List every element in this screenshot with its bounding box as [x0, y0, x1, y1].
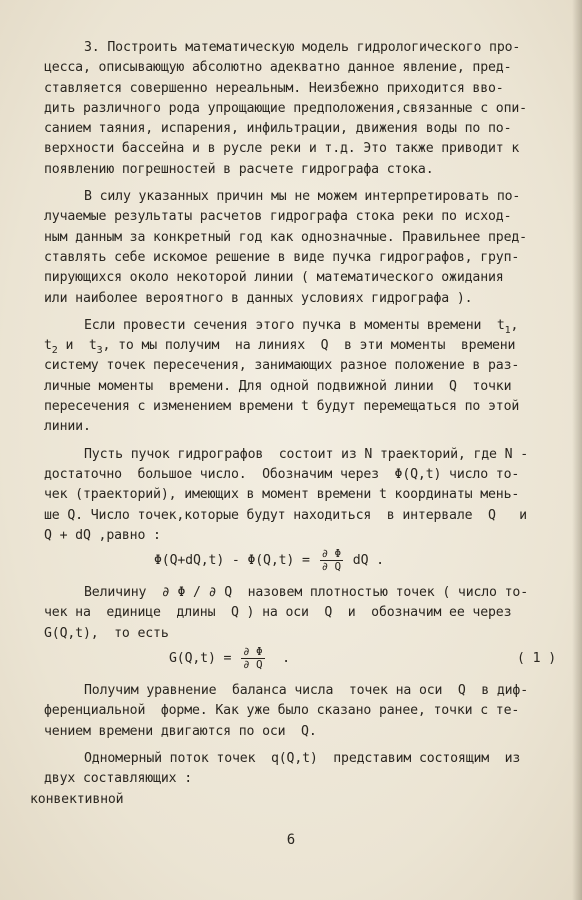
text-line: ным данным за конкретный год как однозначные. Правильнее пред-	[44, 229, 527, 245]
text-line: G(Q,t), то есть	[44, 625, 169, 641]
text-line: дить различного рода упрощающие предположения,связанные с опи-	[44, 100, 527, 116]
equation-density-difference: Φ(Q+dQ,t) - Φ(Q,t) = $\frac{\partial \Phi}{\partial Q}$ dQ .	[154, 546, 384, 573]
text-line: ставляется совершенно нереальным. Неизбежно приходится вво-	[44, 80, 504, 96]
text-line: Если провести сечения этого пучка в моменты времени $t_1$,	[84, 317, 519, 336]
text-line: Пусть пучок гидрографов состоит из N траекторий, где N -	[84, 446, 529, 462]
text-line: Получим уравнение баланса числа точек на оси Q в диф-	[84, 683, 529, 699]
text-line: двух составляющих :	[44, 771, 193, 787]
text-line: чением времени двигаются по оси Q.	[44, 723, 317, 739]
text-line: чек на единице длины Q ) на оси Q и обозначим ее через	[44, 605, 512, 621]
fraction: $\frac{\partial \Phi}{\partial Q}$	[243, 644, 263, 671]
text-line: 3. Построить математическую модель гидрологического про-	[84, 40, 521, 55]
text-line: Q + dQ ,равно :	[44, 527, 161, 543]
text-line: лучаемые результаты расчетов гидрографа стока реки по исход-	[44, 209, 512, 225]
page-number: 6	[286, 832, 296, 848]
fraction: $\frac{\partial \Phi}{\partial Q}$	[321, 546, 342, 573]
text-line: ше Q. Число точек,которые будут находиться в интервале Q и	[44, 507, 527, 523]
text-line: конвективной	[30, 791, 124, 807]
text-line: достаточно большое число. Обозначим через Φ(Q,t) число то-	[44, 466, 520, 482]
page-body-text	[30, 38, 572, 810]
text-line: личные моменты времени. Для одной подвижной линии Q точки	[44, 378, 512, 394]
text-line: цесса, описывающую абсолютно адекватно данное явление, пред-	[44, 60, 512, 76]
text-line: или наиболее вероятного в данных условиях гидрографа ).	[44, 290, 473, 306]
text-line: В силу указанных причин мы не можем интерпретировать по-	[84, 189, 521, 205]
text-line: верхности бассейна и в русле реки и т.д. Это также приводит к	[44, 141, 520, 157]
text-line: линии.	[44, 419, 91, 435]
page-edge-shadow	[572, 0, 582, 900]
text-line: ставлять себе искомое решение в виде пучка гидрографов, груп-	[44, 249, 520, 265]
text-line: пересечения с изменением времени t будут перемещаться по этой	[44, 399, 520, 415]
text-line: чек (траекторий), имеющих в момент времени t координаты мень-	[44, 487, 520, 503]
text-line: пирующихся около некоторой линии ( математического ожидания	[44, 270, 504, 286]
equation-1: G(Q,t) = $\frac{\partial \Phi}{\partial Q}$ . ( 1 )	[44, 644, 572, 674]
text-line: Одномерный поток точек q(Q,t) представим состоящим из	[84, 750, 521, 766]
text-line: систему точек пересечения, занимающих разное положение в раз-	[44, 358, 520, 374]
text-line: появлению погрешностей в расчете гидрографа стока.	[44, 161, 434, 177]
text-line: $t_2$ и $t_3$, то мы получим на линиях Q в эти моменты времени	[44, 338, 516, 357]
text-line: ференциальной форме. Как уже было сказано ранее, точки с те-	[44, 703, 520, 719]
equation-number: ( 1 )	[517, 651, 556, 667]
text-line: санием таяния, испарения, инфильтрации, движения воды по по-	[44, 121, 512, 137]
text-line: Величину ∂ Φ / ∂ Q назовем плотностью точек ( число то-	[84, 585, 529, 601]
